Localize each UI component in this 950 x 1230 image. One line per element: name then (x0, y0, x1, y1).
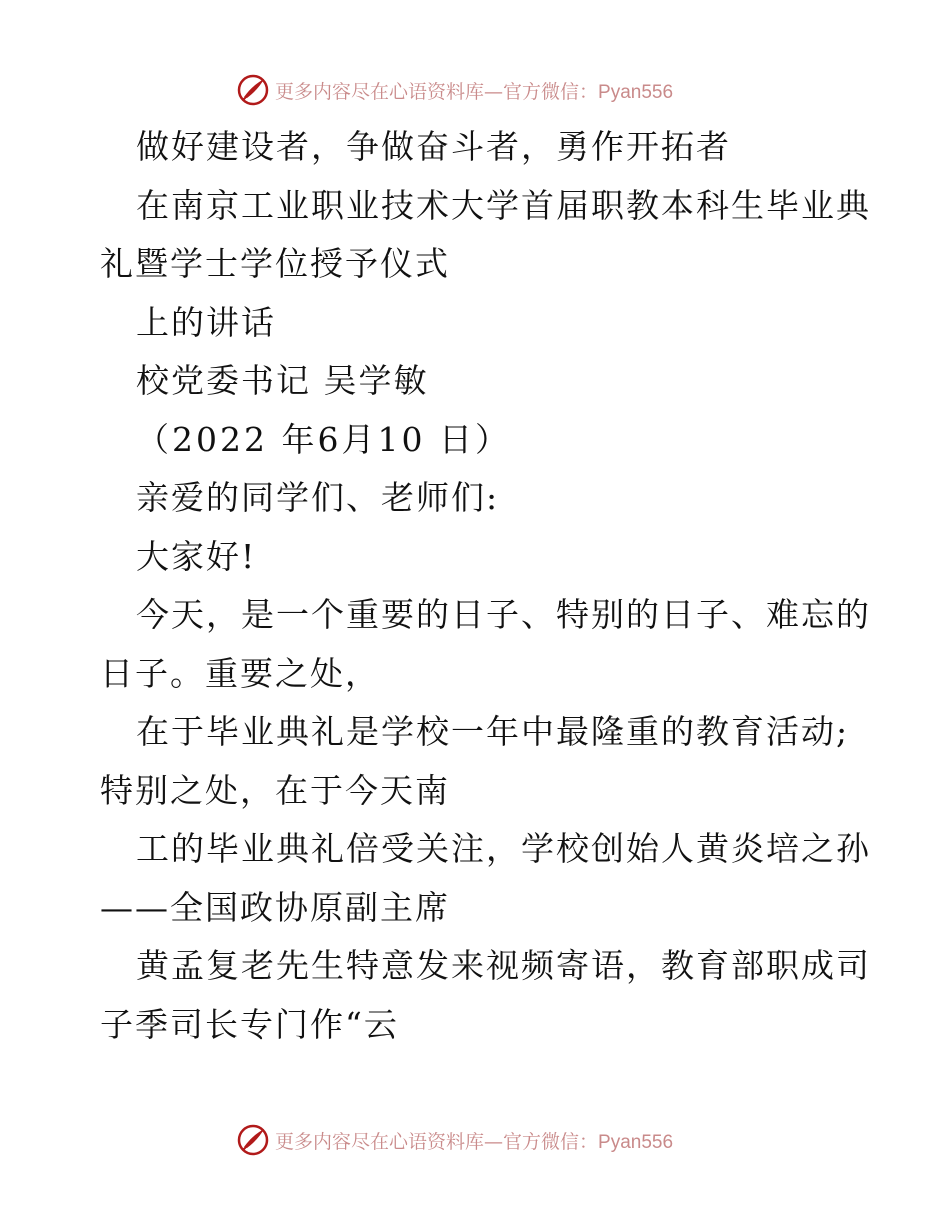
text-line: 在南京工业职业技术大学首届职教本科生毕业典 (136, 185, 871, 225)
text-line: 日子。重要之处， (100, 653, 380, 693)
text-line: 特别之处，在于今天南 (100, 770, 450, 810)
text-line: ——全国政协原副主席 (100, 887, 450, 927)
header-watermark (235, 72, 673, 108)
text-line: 做好建设者，争做奋斗者，勇作开拓者 (136, 127, 731, 166)
text-line: （2022 年6月10 日） (136, 419, 511, 459)
quill-logo-icon (235, 1122, 271, 1158)
text-line: 今天，是一个重要的日子、特别的日子、难忘的 (136, 595, 871, 634)
text-line: 上的讲话 (136, 302, 276, 342)
quill-logo-icon (235, 72, 271, 108)
watermark-text: 更多内容尽在心语资料库—官方微信：Pyan556 (275, 80, 674, 103)
footer-watermark (235, 1122, 673, 1158)
text-line: 亲爱的同学们、老师们: (136, 478, 500, 517)
text-line: 黄孟复老先生特意发来视频寄语，教育部职成司 (136, 946, 871, 985)
text-line: 在于毕业典礼是学校一年中最隆重的教育活动; (136, 712, 850, 751)
text-line: 子季司长专门作“云 (100, 1004, 399, 1044)
text-line: 校党委书记 吴学敏 (136, 361, 429, 400)
text-line: 礼暨学士学位授予仪式 (100, 244, 450, 283)
watermark-text: 更多内容尽在心语资料库—官方微信：Pyan556 (275, 1130, 674, 1153)
document-body (100, 118, 871, 1054)
text-line: 工的毕业典礼倍受关注，学校创始人黄炎培之孙 (136, 829, 871, 868)
text-line: 大家好! (136, 536, 257, 576)
